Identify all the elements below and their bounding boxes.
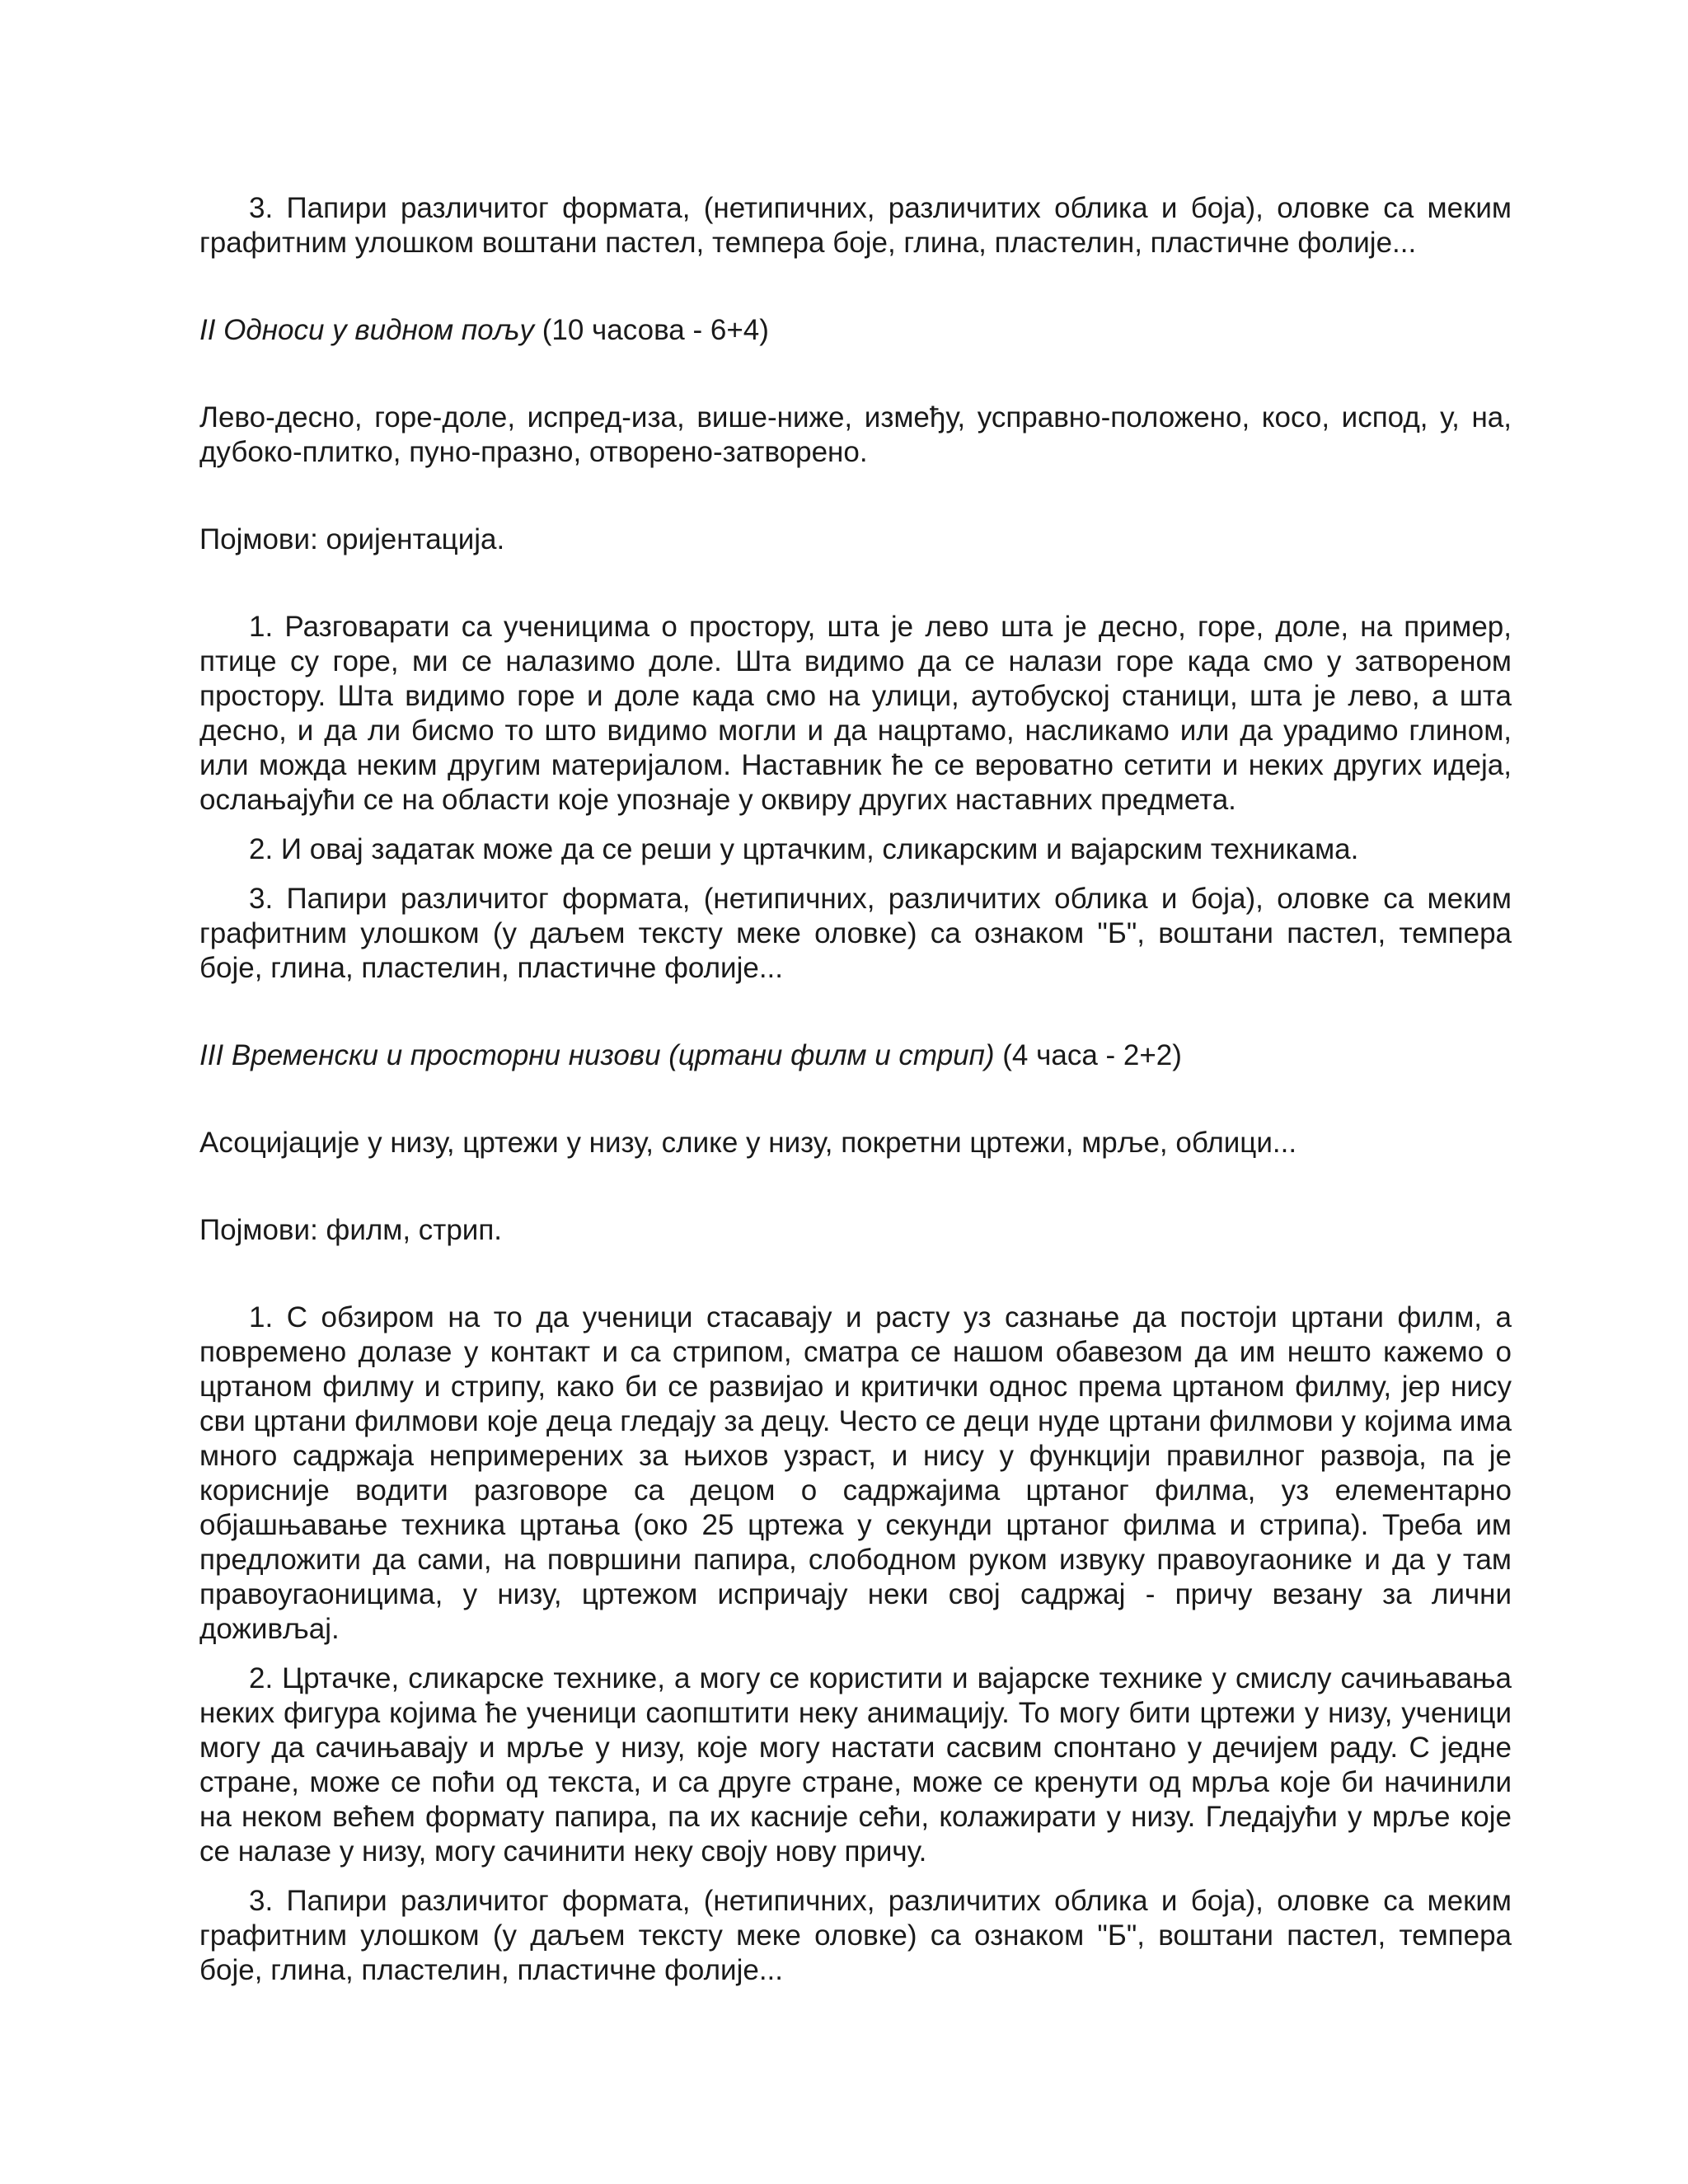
paragraph-task-1-film: 1. С обзиром на то да ученици стасавају и расту уз сазнање да постоји цртани филм, а повремено долазе у контакт и са стрипом, сматра се нашом обавезом да им нешто кажемо о цртаном филму и стрипу, како би се развијао и критички однос према цртаном филму, јер нису сви цртани филмови које деца гледају за децу. Често се деци нуде цртани филмови у којима има много садржаја непримерених за њихов узраст, и нису у функцији правилног развоја, па је корисније водити разговоре са децом о садржајима цртаног филма, уз елементарно објашњавање техника цртања (око 25 цртежа у секунди цртаног филма и стрипа). Треба им предложити да сами, на површини папира, слободном руком извуку правоугаонике и да у там правоугаоницима, у низу, цртежом испричају неки свој садржај - причу везану за лични доживљај. bbox=[199, 1301, 1512, 1645]
document-page bbox=[199, 191, 1512, 1988]
paragraph-concepts-orientation: Појмови: оријентација. bbox=[199, 523, 505, 555]
paragraph-materials-2: 3. Папири различитог формата, (нетипичних, различитих облика и боја), оловке са меким графитним улошком (у даљем тексту меке оловке) са ознаком "Б", воштани пастел, темпера боје, глина, пластелин, пластичне фолије... bbox=[199, 883, 1512, 984]
paragraph-concepts-film: Појмови: филм, стрип. bbox=[199, 1214, 503, 1246]
paragraph-task-2-techniques: 2. И овај задатак може да се реши у цртачким, сликарским и вајарским техникама. bbox=[249, 833, 1359, 865]
section-title-3: III Временски и просторни низови (цртани филм и стрип) bbox=[199, 1039, 995, 1071]
section-heading-3 bbox=[199, 1038, 1512, 1073]
paragraph-materials-3: 3. Папири различитог формата, (нетипичних, различитих облика и боја), оловке са меким графитним улошком (у даљем тексту меке оловке) са ознаком "Б", воштани пастел, темпера боје, глина, пластелин, пластичне фолије... bbox=[199, 1885, 1512, 1986]
section-title-2: II Односи у видном пољу bbox=[199, 314, 534, 346]
paragraph-task-2-animation: 2. Цртачке, сликарске технике, а могу се користити и вајарске технике у смислу сачињавања неких фигура којима ће ученици саопштити неку анимацију. То могу бити цртежи у низу, ученици могу да сачињавају и мрље у низу, које могу настати сасвим спонтано у дечијем раду. С једне стране, може се поћи од текста, и са друге стране, може се кренути од мрља које би начинили на неком већем формату папира, па их касније сећи, колажирати у низу. Гледајући у мрље које се налазе у низу, могу сачинити неку своју нову причу. bbox=[199, 1662, 1512, 1868]
section-hours-2: (10 часова - 6+4) bbox=[542, 314, 769, 346]
paragraph-materials-1: 3. Папири различитог формата, (нетипичних, различитих облика и боја), оловке са меким графитним улошком воштани пастел, темпера боје, глина, пластелин, пластичне фолије... bbox=[199, 192, 1512, 259]
paragraph-associations: Асоцијације у низу, цртежи у низу, слике у низу, покретни цртежи, мрље, облици... bbox=[199, 1127, 1297, 1159]
section-hours-3: (4 часа - 2+2) bbox=[1002, 1039, 1182, 1071]
paragraph-spatial-terms: Лево-десно, горе-доле, испред-иза, више-ниже, између, усправно-положено, косо, испод, у, на, дубоко-плитко, пуно-празно, отворено-затворено. bbox=[199, 401, 1512, 468]
section-heading-2 bbox=[199, 313, 1512, 348]
paragraph-task-1-space: 1. Разговарати са ученицима о простору, шта је лево шта је десно, горе, доле, на пример, птице су горе, ми се налазимо доле. Шта видимо да се налази горе када смо у затвореном простору. Шта видимо горе и доле када смо на улици, аутобуској станици, шта је лево, а шта десно, и да ли бисмо то што видимо могли и да нацртамо, насликамо или да урадимо глином, или можда неким другим материјалом. Наставник ће се вероватно сетити и неких других идеја, ослањајући се на области које упознаје у оквиру других наставних предмета. bbox=[199, 611, 1512, 816]
